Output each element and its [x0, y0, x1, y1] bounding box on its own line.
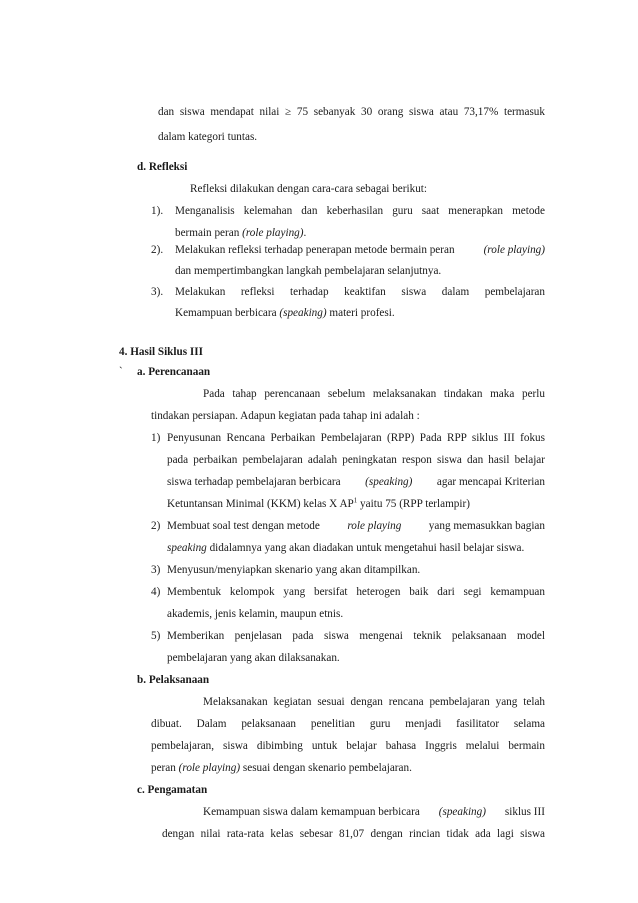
section-heading-refleksi: d. Refleksi — [137, 161, 188, 173]
list-item-line: Memberikan penjelasan pada siswa mengenai teknik pelaksanaan model — [167, 630, 545, 642]
list-item-line: pembelajaran yang akan dilaksanakan. — [167, 652, 340, 664]
list-number: 1). — [151, 205, 164, 217]
list-number: 2) — [151, 520, 161, 532]
list-item-line: Menyusun/menyiapkan skenario yang akan ditampilkan. — [167, 564, 421, 576]
paragraph-line: Refleksi dilakukan dengan cara-cara sebagai berikut: — [190, 183, 428, 195]
list-number: 3). — [151, 286, 164, 298]
list-number: 4) — [151, 586, 161, 598]
list-number: 1) — [151, 432, 161, 444]
list-number: 5) — [151, 630, 161, 642]
paragraph-line: Pada tahap perencanaan sebelum melaksanakan tindakan maka perlu — [203, 388, 545, 400]
section-heading-hasil-siklus: 4. Hasil Siklus III — [119, 346, 203, 358]
list-item-line: siswa terhadap pembelajaran berbicara (speaking) agar mencapai Kriterian — [167, 476, 545, 488]
list-item-line: speaking didalamnya yang akan diadakan untuk mengetahui hasil belajar siswa. — [167, 542, 525, 554]
list-item-line: Ketuntansan Minimal (KKM) kelas X $AP^1$ yaitu 75 (RPP terlampir) — [167, 496, 470, 510]
list-number: 2). — [151, 244, 164, 256]
section-heading-pelaksanaan: b. Pelaksanaan — [137, 674, 210, 686]
list-item-line: Kemampuan berbicara (speaking) materi profesi. — [175, 307, 395, 319]
paragraph-line: dengan nilai rata-rata kelas sebesar 81,07 dengan rincian tidak ada lagi siswa — [162, 828, 545, 840]
paragraph-line: tindakan persiapan. Adapun kegiatan pada tahap ini adalah : — [151, 410, 420, 422]
paragraph-line: Melaksanakan kegiatan sesuai dengan rencana pembelajaran yang telah — [203, 696, 545, 708]
list-item-line: akademis, jenis kelamin, maupun etnis. — [167, 608, 344, 620]
list-item-line: Penyusunan Rencana Perbaikan Pembelajaran (RPP) Pada RPP siklus III fokus — [167, 432, 545, 444]
list-item-line: Membentuk kelompok yang bersifat heterogen baik dari segi kemampuan — [167, 586, 545, 598]
section-heading-perencanaan: a. Perencanaan — [137, 366, 211, 378]
paragraph-line: Kemampuan siswa dalam kemampuan berbicara (speaking) siklus III — [203, 806, 545, 818]
list-item-line: Membuat soal test dengan metode role playing yang memasukkan bagian — [167, 520, 545, 532]
list-item-line: Melakukan refleksi terhadap keaktifan siswa dalam pembelajaran — [175, 286, 545, 298]
list-item-line: Melakukan refleksi terhadap penerapan metode bermain peran (role playing) — [175, 244, 545, 256]
list-item-line: Menganalisis kelemahan dan keberhasilan guru saat menerapkan metode — [175, 205, 545, 217]
section-heading-pengamatan: c. Pengamatan — [137, 784, 208, 796]
list-item-line: bermain peran (role playing). — [175, 227, 307, 239]
paragraph-line: dalam kategori tuntas. — [158, 131, 258, 143]
list-item-line: pada perbaikan pembelajaran adalah peningkatan respon siswa dan hasil belajar — [167, 454, 545, 466]
list-item-line: dan mempertimbangkan langkah pembelajaran selanjutnya. — [175, 265, 442, 277]
stray-mark: ` — [119, 366, 123, 378]
paragraph-line: dan siswa mendapat nilai ≥ 75 sebanyak 30 orang siswa atau 73,17% termasuk — [158, 106, 545, 118]
paragraph-line: dibuat. Dalam pelaksanaan penelitian guru menjadi fasilitator selama — [151, 718, 545, 730]
paragraph-line: peran (role playing) sesuai dengan skenario pembelajaran. — [151, 762, 412, 774]
paragraph-line: pembelajaran, siswa dibimbing untuk belajar bahasa Inggris melalui bermain — [151, 740, 545, 752]
list-number: 3) — [151, 564, 161, 576]
